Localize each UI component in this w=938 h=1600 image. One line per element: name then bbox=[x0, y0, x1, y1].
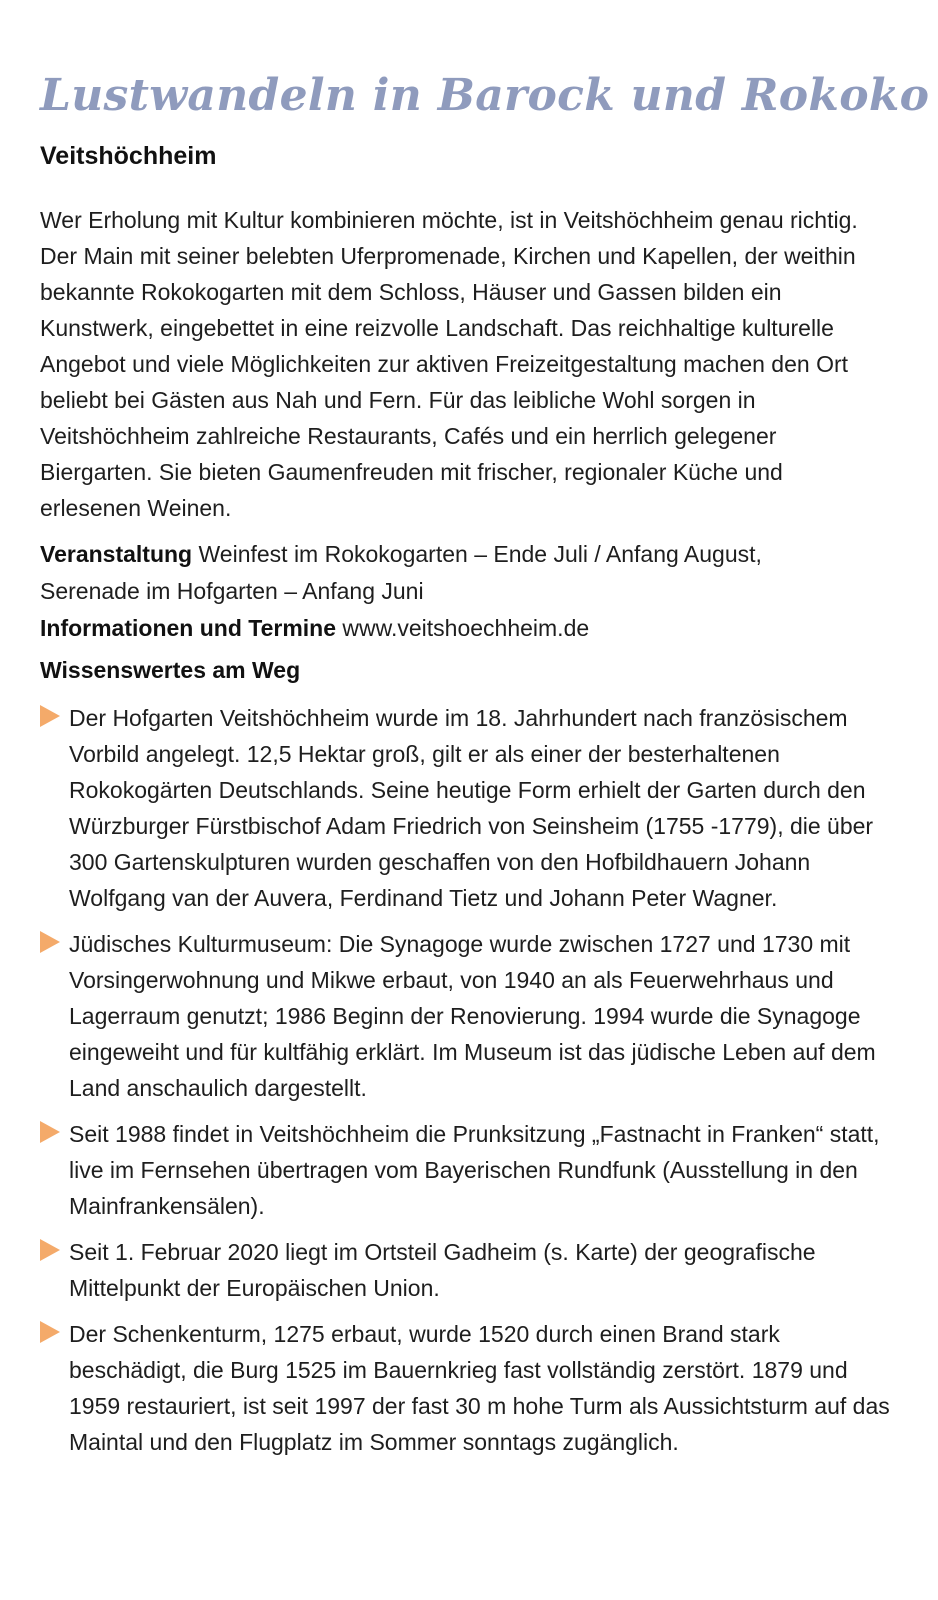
website-link[interactable]: www.veitshoechheim.de bbox=[342, 615, 590, 641]
page-title: Lustwandeln in Barock und Rokoko bbox=[40, 70, 930, 121]
triangle-bullet-icon bbox=[40, 931, 60, 953]
triangle-bullet-icon bbox=[40, 1121, 60, 1143]
triangle-bullet-icon bbox=[40, 705, 60, 727]
triangle-bullet-icon bbox=[40, 1321, 60, 1343]
facts-list bbox=[40, 700, 900, 1470]
event-line bbox=[40, 536, 860, 610]
place-subtitle: Veitshöchheim bbox=[40, 142, 217, 170]
list-item bbox=[40, 1234, 900, 1306]
fact-text: Jüdisches Kulturmuseum: Die Synagoge wurde zwischen 1727 und 1730 mit Vorsingerwohnung und Mikwe erbaut, von 1940 an als Feuerwehrhaus und Lagerraum genutzt; 1986 Beginn der Renovierung. 1994 wurde die Synagoge eingeweiht und für kultfähig erklärt. Im Museum ist das jüdische Leben auf dem Land anschaulich dargestellt. bbox=[69, 931, 876, 1101]
event-text: Weinfest im Rokokogarten – Ende Juli / Anfang August, Serenade im Hofgarten – Anfang Juni bbox=[40, 541, 762, 604]
list-item bbox=[40, 700, 900, 916]
info-block bbox=[40, 536, 860, 647]
intro-paragraph: Wer Erholung mit Kultur kombinieren möchte, ist in Veitshöchheim genau richtig. Der Main mit seiner belebten Uferpromenade, Kirchen und Kapellen, der weithin bekannte Rokokogarten mit dem Schloss, Häuser und Gassen bilden ein Kunstwerk, eingebettet in eine reizvolle Landschaft. Das reichhaltige kulturelle Angebot und viele Möglichkeiten zur aktiven Freizeitgestaltung machen den Ort beliebt bei Gästen aus Nah und Fern. Für das leibliche Wohl sorgen in Veitshöchheim zahlreiche Restaurants, Cafés und ein herrlich gelegener Biergarten. Sie bieten Gaumenfreuden mit frischer, regionaler Küche und erlesenen Weinen. bbox=[40, 207, 858, 521]
list-item bbox=[40, 1116, 900, 1224]
event-label: Veranstaltung bbox=[40, 541, 193, 567]
facts-heading: Wissenswertes am Weg bbox=[40, 657, 301, 683]
info-label: Informationen und Termine bbox=[40, 615, 337, 641]
list-item bbox=[40, 926, 900, 1106]
fact-text: Der Schenkenturm, 1275 erbaut, wurde 1520 durch einen Brand stark beschädigt, die Burg 1525 im Bauernkrieg fast vollständig zerstört. 1879 und 1959 restauriert, ist seit 1997 der fast 30 m hohe Turm als Aussichtsturm auf das Maintal und den Flugplatz im Sommer sonntags zugänglich. bbox=[69, 1321, 890, 1455]
fact-text: Seit 1988 findet in Veitshöchheim die Prunksitzung „Fastnacht in Franken“ statt, live im Fernsehen übertragen vom Bayerischen Rundfunk (Ausstellung in den Mainfrankensälen). bbox=[69, 1121, 880, 1219]
fact-text: Der Hofgarten Veitshöchheim wurde im 18. Jahrhundert nach französischem Vorbild angelegt. 12,5 Hektar groß, gilt er als einer der besterhaltenen Rokokogärten Deutschlands. Seine heutige Form erhielt der Garten durch den Würzburger Fürstbischof Adam Friedrich von Seinsheim (1755 -1779), die über 300 Gartenskulpturen wurden geschaffen von den Hofbildhauern Johann Wolfgang van der Auvera, Ferdinand Tietz und Johann Peter Wagner. bbox=[69, 705, 874, 911]
list-item bbox=[40, 1316, 900, 1460]
fact-text: Seit 1. Februar 2020 liegt im Ortsteil Gadheim (s. Karte) der geografische Mittelpunkt der Europäischen Union. bbox=[69, 1239, 816, 1301]
info-line bbox=[40, 610, 860, 647]
triangle-bullet-icon bbox=[40, 1239, 60, 1261]
